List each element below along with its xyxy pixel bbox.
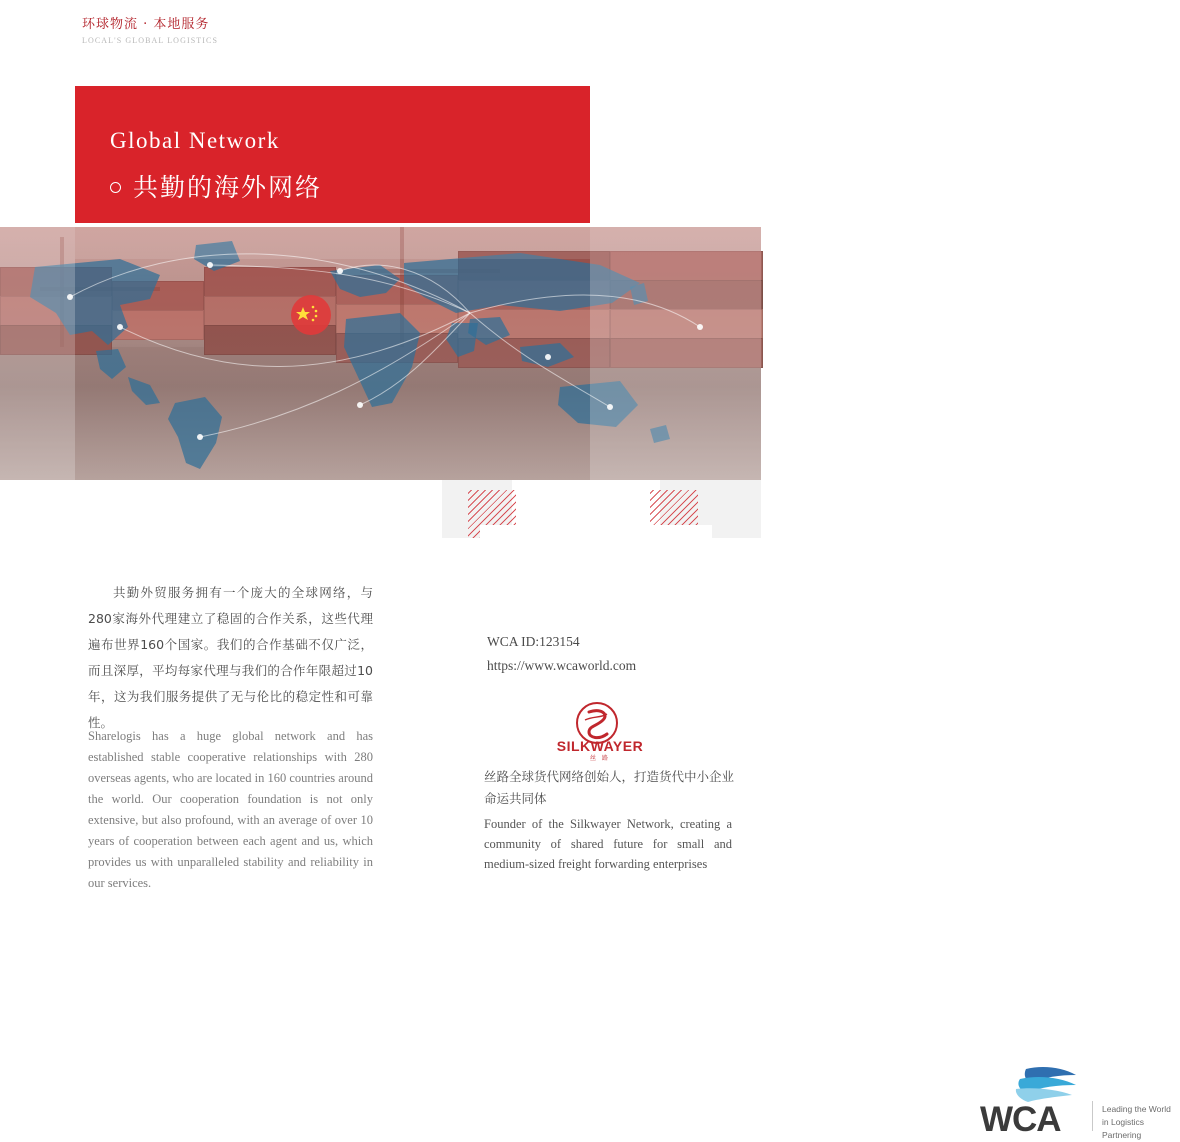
silkwayer-wordmark: SILKWAYER — [556, 738, 644, 754]
silkwayer-description-en: Founder of the Silkwayer Network, creating a community of shared future for small and medium-sized freight forwarding enterprises — [484, 817, 732, 871]
wca-tagline-line2: in Logistics Partnering — [1102, 1117, 1145, 1140]
china-hub-marker — [291, 295, 331, 335]
circle-bullet-icon — [110, 182, 121, 193]
hero-panel-right — [590, 227, 761, 480]
section-title-en: Global Network — [110, 128, 280, 153]
section-title-cn-wrap — [110, 168, 322, 204]
wca-tagline — [1102, 1103, 1180, 1142]
silkwayer-description-cn: 丝路全球货代网络创始人，打造货代中小企业命运共同体 — [484, 769, 735, 806]
section-title-block — [75, 86, 590, 223]
wca-logo — [980, 1065, 1180, 1140]
body-paragraph-en: Sharelogis has a huge global network and has established stable cooperative relationships with 280 overseas agents, who are located in 160 countries around the world. Our cooperation foundation is not only extensive, but also profound, with an average of over 10 years of cooperation between each agent and us, which provides us with unparalleled stability and reliability in our services. — [88, 729, 373, 890]
wca-tagline-line1: Leading the World — [1102, 1104, 1171, 1114]
wca-wordmark: WCA — [980, 1100, 1061, 1139]
hero-panel-left — [0, 227, 75, 480]
wca-url[interactable]: https://www.wcaworld.com — [487, 658, 637, 673]
section-title-cn: 共勤的海外网络 — [133, 173, 323, 202]
brand-header — [82, 16, 382, 47]
wca-id: WCA ID:123154 — [487, 634, 580, 649]
wca-divider — [1092, 1101, 1093, 1131]
body-paragraph-cn: 共勤外贸服务拥有一个庞大的全球网络，与280家海外代理建立了稳固的合作关系，这些代理遍布世界160个国家。我们的合作基础不仅广泛，而且深厚，平均每家代理与我们的合作年限超过10年，这为我们服务提供了无与伦比的稳定性和可靠性。 — [88, 585, 373, 730]
deco-spacer — [0, 480, 761, 490]
brand-tagline-en: LOCAL'S GLOBAL LOGISTICS — [82, 36, 218, 45]
wca-wave-icon — [980, 1065, 1180, 1103]
silkwayer-wordmark-cn: 丝 路 — [590, 755, 610, 762]
hero-panel-top — [75, 227, 590, 259]
hero-image — [0, 227, 761, 480]
brand-tagline-cn: 环球物流 · 本地服务 — [82, 17, 210, 32]
